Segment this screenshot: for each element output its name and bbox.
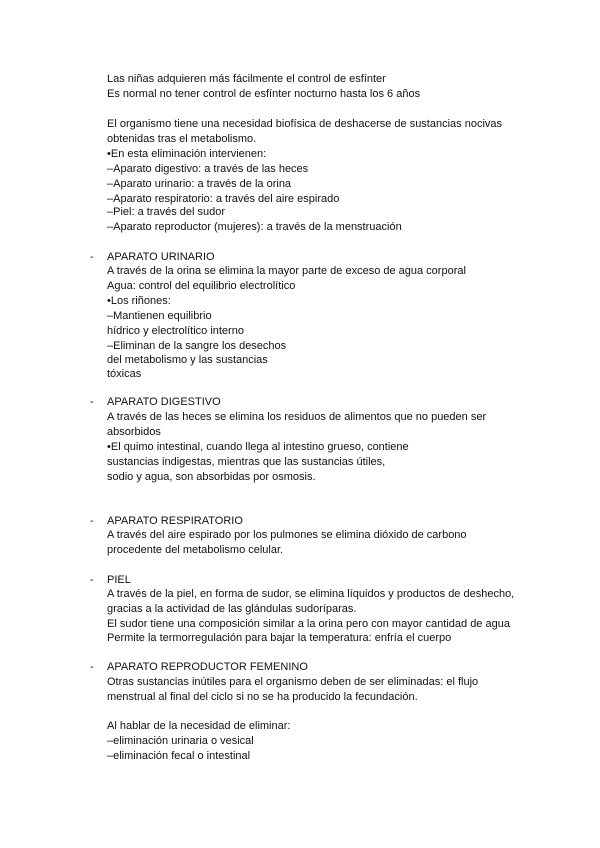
elimination-line: –Piel: a través del sudor <box>107 206 226 218</box>
closing-line: –eliminación urinaria o vesical <box>107 735 254 747</box>
intro-line: Las niñas adquieren más fácilmente el control de esfínter <box>107 73 386 85</box>
intro-line: Es normal no tener control de esfínter nocturno hasta los 6 años <box>107 88 421 100</box>
section-line: •El quimo intestinal, cuando llega al intestino grueso, contiene <box>107 441 409 453</box>
section-line: procedente del metabolismo celular. <box>107 544 284 556</box>
elimination-line: El organismo tiene una necesidad biofísica de deshacerse de sustancias nocivas <box>107 118 503 130</box>
section-line: Otras sustancias inútiles para el organismo deben de ser eliminadas: el flujo <box>107 676 479 688</box>
section-bullet: - <box>90 574 94 586</box>
section-line: Agua: control del equilibrio electrolítico <box>107 280 296 292</box>
section-line: A través de las heces se elimina los residuos de alimentos que no pueden ser <box>107 411 487 423</box>
closing-line: Al hablar de la necesidad de eliminar: <box>107 720 291 732</box>
elimination-line: –Aparato urinario: a través de la orina <box>107 178 292 190</box>
section-heading-digestivo: APARATO DIGESTIVO <box>107 396 221 408</box>
section-line: sodio y agua, son absorbidas por osmosis. <box>107 471 316 483</box>
section-line: sustancias indigestas, mientras que las sustancias útiles, <box>107 456 386 468</box>
section-line: menstrual al final del ciclo si no se ha producido la fecundación. <box>107 691 418 703</box>
section-line: •Los riñones: <box>107 295 171 307</box>
section-line: absorbidos <box>107 426 161 438</box>
section-bullet: - <box>90 396 94 408</box>
section-heading-urinario: APARATO URINARIO <box>107 251 215 263</box>
section-line: gracias a la actividad de las glándulas sudoríparas. <box>107 603 357 615</box>
section-line: hídrico y electrolítico interno <box>107 325 244 337</box>
section-heading-respiratorio: APARATO RESPIRATORIO <box>107 515 243 527</box>
section-line: Permite la termorregulación para bajar la temperatura: enfría el cuerpo <box>107 632 452 644</box>
section-line: –Eliminan de la sangre los desechos <box>107 340 287 352</box>
section-heading-reproductor: APARATO REPRODUCTOR FEMENINO <box>107 661 308 673</box>
elimination-line: obtenidas tras el metabolismo. <box>107 133 257 145</box>
closing-line: –eliminación fecal o intestinal <box>107 750 251 762</box>
section-heading-piel: PIEL <box>107 574 131 586</box>
section-bullet: - <box>90 515 94 527</box>
section-bullet: - <box>90 251 94 263</box>
section-bullet: - <box>90 661 94 673</box>
elimination-line: –Aparato reproductor (mujeres): a través de la menstruación <box>107 221 402 233</box>
elimination-line: –Aparato digestivo: a través de las heces <box>107 163 309 175</box>
section-line: A través del aire espirado por los pulmones se elimina dióxido de carbono <box>107 529 467 541</box>
elimination-line: –Aparato respiratorio: a través del aire espirado <box>107 193 340 205</box>
section-line: –Mantienen equilibrio <box>107 310 212 322</box>
elimination-line: •En esta eliminación intervienen: <box>107 148 267 160</box>
section-line: tóxicas <box>107 368 142 380</box>
section-line: A través de la piel, en forma de sudor, se elimina líquidos y productos de deshecho, <box>107 588 515 600</box>
section-line: El sudor tiene una composición similar a la orina pero con mayor cantidad de agua <box>107 618 510 630</box>
section-line: del metabolismo y las sustancias <box>107 354 268 366</box>
section-line: A través de la orina se elimina la mayor parte de exceso de agua corporal <box>107 265 466 277</box>
